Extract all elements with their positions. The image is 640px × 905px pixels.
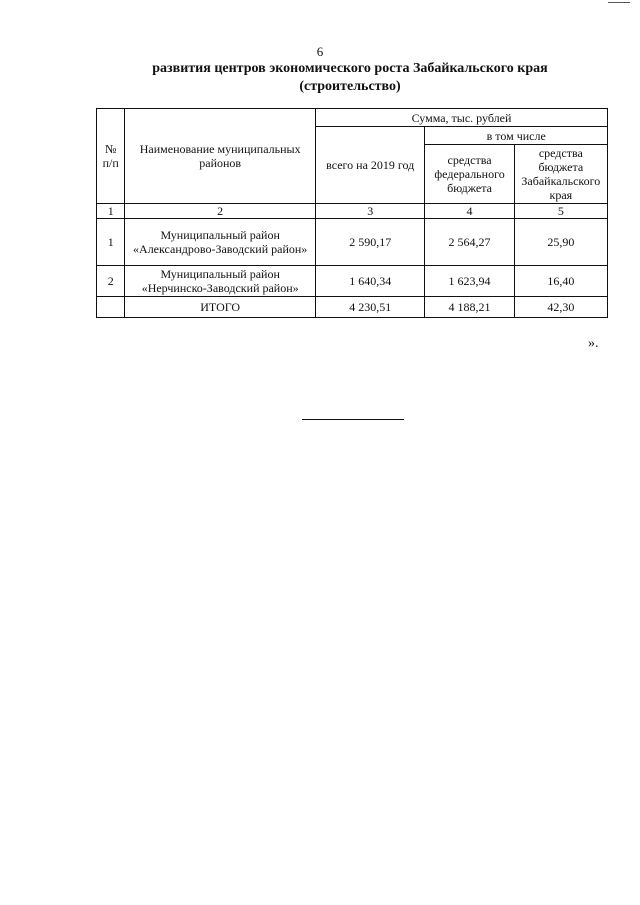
total-federal: 4 188,21 xyxy=(425,297,514,318)
row-num: 2 xyxy=(97,266,125,297)
row-name: Муниципальный район «Нерчинско-Заводский район» xyxy=(125,266,316,297)
title-line-1: развития центров экономического роста Забайкальского края xyxy=(152,61,548,76)
table-row xyxy=(97,219,608,266)
header-regional: средства бюджета Забайкальского края xyxy=(514,145,607,204)
document-title xyxy=(60,60,640,96)
closing-quote: ». xyxy=(588,336,599,351)
row-total: 1 640,34 xyxy=(315,266,424,297)
total-regional: 42,30 xyxy=(514,297,607,318)
funding-table xyxy=(96,108,608,318)
header-num: № п/п xyxy=(97,109,125,204)
total-label: ИТОГО xyxy=(125,297,316,318)
total-row xyxy=(97,297,608,318)
column-number: 1 xyxy=(97,204,125,219)
title-line-2: (строительство) xyxy=(299,79,401,94)
column-number: 4 xyxy=(425,204,514,219)
column-number: 2 xyxy=(125,204,316,219)
page-number: 6 xyxy=(316,44,324,59)
column-number: 5 xyxy=(514,204,607,219)
header-sum: Сумма, тыс. рублей xyxy=(315,109,607,127)
header-name: Наименование муниципальных районов xyxy=(125,109,316,204)
column-number: 3 xyxy=(315,204,424,219)
row-regional: 16,40 xyxy=(514,266,607,297)
total-sum: 4 230,51 xyxy=(315,297,424,318)
header-including: в том числе xyxy=(425,127,608,145)
row-federal: 1 623,94 xyxy=(425,266,514,297)
column-number-row xyxy=(97,204,608,219)
row-federal: 2 564,27 xyxy=(425,219,514,266)
total-num-empty xyxy=(97,297,125,318)
corner-mark xyxy=(608,2,630,3)
row-regional: 25,90 xyxy=(514,219,607,266)
row-num: 1 xyxy=(97,219,125,266)
header-federal: средства федерального бюджета xyxy=(425,145,514,204)
end-rule xyxy=(302,419,404,420)
table-row xyxy=(97,266,608,297)
row-total: 2 590,17 xyxy=(315,219,424,266)
row-name: Муниципальный район «Александрово-Заводский район» xyxy=(125,219,316,266)
header-total: всего на 2019 год xyxy=(315,127,424,204)
